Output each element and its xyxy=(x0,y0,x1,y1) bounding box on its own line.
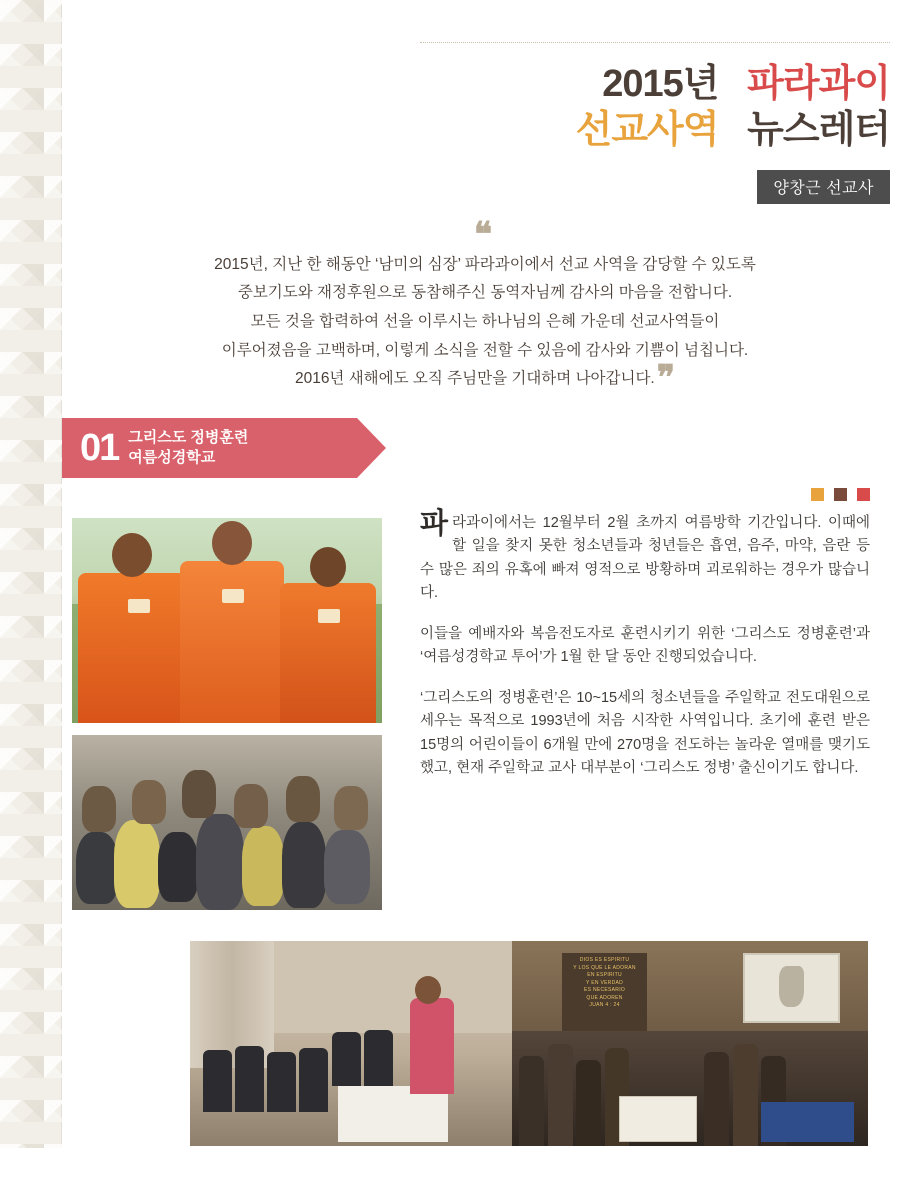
quote-open-mark: ❝ xyxy=(473,216,493,254)
page-title-line-2 xyxy=(420,107,890,153)
photo-group-with-banner xyxy=(512,941,868,1146)
photo4-blue-banner xyxy=(761,1102,854,1142)
quote-line-4: 이루어졌음을 고백하며, 이렇게 소식을 전할 수 있음에 감사와 기쁨이 넘칩니다. xyxy=(221,341,749,359)
title-newsletter: 뉴스레터 xyxy=(747,109,890,152)
title-country: 파라과이 xyxy=(747,63,890,105)
byline-wrap xyxy=(420,170,890,204)
dot-red-icon xyxy=(857,488,870,501)
page-title-line-1 xyxy=(420,61,890,107)
section-title-line-1: 그리스도 정병훈련 xyxy=(128,428,249,446)
photo-church-choir-service xyxy=(190,941,512,1146)
photo-children-group-outdoor xyxy=(72,735,382,910)
quote-close-mark: ❞ xyxy=(656,359,676,398)
photo4-white-banner xyxy=(619,1096,697,1142)
scripture-line-4: Y EN VERDAD xyxy=(585,979,624,986)
body-paragraph-1 xyxy=(420,508,870,606)
quote-line-5: 2016년 새해에도 오직 주님만을 기대하며 나아갑니다. xyxy=(294,370,655,388)
section-banner xyxy=(62,418,357,478)
intro-quote xyxy=(90,216,880,398)
photo4-projector-screen xyxy=(743,953,839,1023)
quote-line-3: 모든 것을 합력하여 선을 이루시는 하나님의 은혜 가운데 선교사역들이 xyxy=(250,313,720,331)
scripture-line-5: ES NECESARIO xyxy=(583,987,626,994)
scripture-line-2: Y LOS QUE LE ADORAN xyxy=(573,964,636,971)
body-paragraph-1-text: 라과이에서는 12월부터 2월 초까지 여름방학 기간입니다. 이때에 할 일을 찾지 못한 청소년들과 청년들은 흡연, 음주, 마약, 음란 등 수 많은 죄의 유혹에 빠져 영적으로 방황하며 괴로워하는 경우가 많습니다. xyxy=(420,515,870,602)
body-paragraph-3: ‘그리스도의 정병훈련’은 10~15세의 청소년들을 주일학교 전도대원으로 세우는 목적으로 1993년에 처음 시작한 사역입니다. 초기에 훈련 받은 15명의 어린이들이 6개월 만에 270명을 전도하는 놀라운 열매를 맺기도 했고, 현재 주일학교 교사 대부분이 ‘그리스도 정병’ 출신이기도 합니다. xyxy=(420,689,870,777)
photo4-scripture-panel xyxy=(562,953,647,1035)
header xyxy=(420,42,890,204)
section-title-line-2: 여름성경학교 xyxy=(128,449,216,466)
dropcap: 파 xyxy=(420,508,449,540)
page-footer-space xyxy=(0,1148,918,1188)
byline-badge: 양창근 선교사 xyxy=(757,170,890,204)
title-ministry: 선교사역 xyxy=(575,109,719,152)
dot-brown-icon xyxy=(834,488,847,501)
header-dotted-rule xyxy=(420,42,890,43)
photo-youth-orange-shirts xyxy=(72,518,382,723)
section-number: 01 xyxy=(80,427,119,469)
dot-yellow-icon xyxy=(811,488,824,501)
quote-line-2: 중보기도와 재정후원으로 동참해주신 동역자님께 감사의 마음을 전합니다. xyxy=(237,284,733,302)
scripture-line-7: JUAN 4 : 24 xyxy=(589,1002,620,1009)
scripture-line-3: EN ESPIRITU xyxy=(587,972,622,979)
scripture-line-6: QUE ADOREN xyxy=(586,994,623,1001)
decorative-left-band xyxy=(0,0,62,1188)
scripture-line-1: DIOS ES ESPIRITU xyxy=(579,957,630,964)
article-body xyxy=(420,508,870,798)
title-year: 2015년 xyxy=(602,63,719,105)
body-paragraph-2: 이들을 예배자와 복음전도자로 훈련시키기 위한 ‘그리스도 정병훈련’과 ‘여름성경학교 투어’가 1월 한 달 동안 진행되었습니다. xyxy=(420,625,870,666)
section-title xyxy=(128,428,248,469)
quote-line-1: 2015년, 지난 한 해동안 ‘남미의 심장’ 파라과이에서 선교 사역을 감당할 수 있도록 xyxy=(214,255,756,273)
decorative-dots xyxy=(811,488,870,501)
